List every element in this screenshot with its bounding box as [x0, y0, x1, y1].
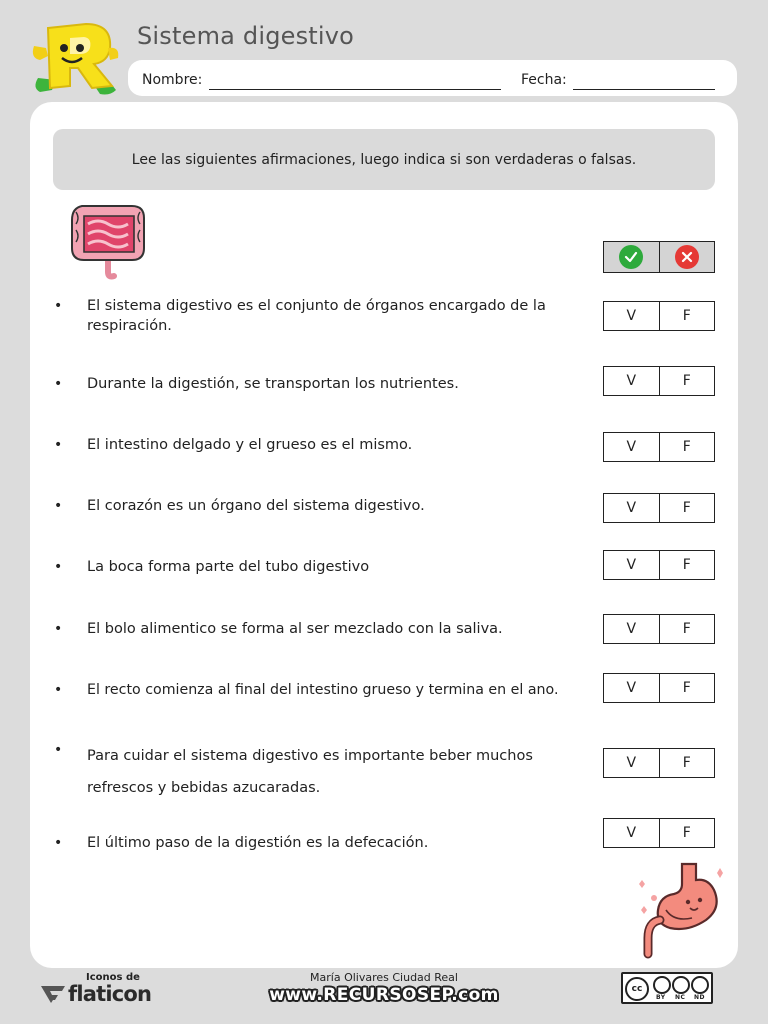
true-option[interactable]: V: [626, 439, 637, 455]
red-cross-icon: [675, 245, 699, 269]
instruction-box: [53, 129, 715, 190]
nc-icon: [672, 976, 690, 994]
true-option[interactable]: V: [626, 500, 637, 516]
false-option[interactable]: F: [659, 433, 715, 461]
bullet: •: [54, 742, 63, 758]
question-text: Durante la digestión, se transportan los nutrientes.: [87, 376, 459, 392]
false-option[interactable]: F: [659, 749, 715, 777]
by-label: BY: [656, 994, 666, 1001]
false-option[interactable]: F: [659, 494, 715, 522]
website-link[interactable]: www.RECURSOSEP.com: [269, 985, 499, 1005]
true-false-box: [603, 748, 715, 778]
green-check-icon: [619, 245, 643, 269]
bullet: •: [54, 559, 63, 575]
bullet: •: [54, 376, 63, 392]
flaticon-brand: flaticon: [68, 982, 152, 1006]
false-option[interactable]: F: [659, 302, 715, 330]
false-option[interactable]: F: [659, 819, 715, 847]
false-option[interactable]: F: [659, 551, 715, 579]
true-false-box: [603, 432, 715, 462]
true-option[interactable]: V: [626, 755, 637, 771]
true-option[interactable]: V: [626, 621, 637, 637]
false-option[interactable]: F: [659, 674, 715, 702]
nd-icon: [691, 976, 709, 994]
question-text: La boca forma parte del tubo digestivo: [87, 559, 370, 575]
icons-credit: Iconos de: [86, 972, 140, 983]
question-text: El último paso de la digestión es la defecación.: [87, 835, 429, 851]
bullet: •: [54, 498, 63, 514]
true-false-box: [603, 818, 715, 848]
bullet: •: [54, 682, 63, 698]
true-false-box: [603, 301, 715, 331]
true-option[interactable]: V: [626, 557, 637, 573]
true-false-box: [603, 550, 715, 580]
worksheet-card: [30, 102, 738, 968]
date-field[interactable]: [573, 89, 715, 90]
nd-label: ND: [694, 994, 706, 1001]
answer-key-header: [603, 241, 715, 273]
page-title: Sistema digestivo: [137, 22, 355, 50]
bullet: •: [54, 835, 63, 851]
name-field[interactable]: [209, 89, 501, 90]
name-date-bar: [128, 60, 737, 96]
creative-commons-badge: [621, 972, 713, 1004]
bullet: •: [54, 621, 63, 637]
question-text: El bolo alimentico se forma al ser mezclado con la saliva.: [87, 621, 503, 637]
nc-label: NC: [675, 994, 686, 1001]
intestine-icon: [68, 198, 150, 280]
incorrect-cell: [659, 242, 715, 272]
bullet: •: [54, 437, 63, 453]
true-false-box: [603, 493, 715, 523]
false-option[interactable]: F: [659, 615, 715, 643]
name-label: Nombre:: [142, 72, 203, 88]
true-option[interactable]: V: [626, 680, 637, 696]
false-option[interactable]: F: [659, 367, 715, 395]
true-false-box: [603, 673, 715, 703]
author-name: María Olivares Ciudad Real: [310, 971, 458, 984]
true-option[interactable]: V: [626, 373, 637, 389]
stomach-icon: [630, 858, 730, 962]
bullet: •: [54, 298, 63, 314]
instruction-text: Lee las siguientes afirmaciones, luego indica si son verdaderas o falsas.: [131, 151, 637, 168]
by-icon: [653, 976, 671, 994]
date-label: Fecha:: [521, 72, 567, 88]
true-false-box: [603, 614, 715, 644]
question-text: El corazón es un órgano del sistema digestivo.: [87, 498, 425, 514]
true-option[interactable]: V: [626, 825, 637, 841]
true-false-box: [603, 366, 715, 396]
letter-r-mascot-icon: [30, 18, 122, 100]
question-text: El sistema digestivo es el conjunto de órganos encargado de la respiración.: [87, 298, 546, 334]
cc-icon: cc: [625, 977, 649, 1001]
question-text: El recto comienza al final del intestino grueso y termina en el ano.: [87, 682, 559, 698]
correct-cell: [604, 242, 659, 272]
question-text: Para cuidar el sistema digestivo es importante beber muchos refrescos y bebidas azucaradas.: [87, 748, 533, 796]
question-text: El intestino delgado y el grueso es el mismo.: [87, 437, 413, 453]
true-option[interactable]: V: [626, 308, 637, 324]
